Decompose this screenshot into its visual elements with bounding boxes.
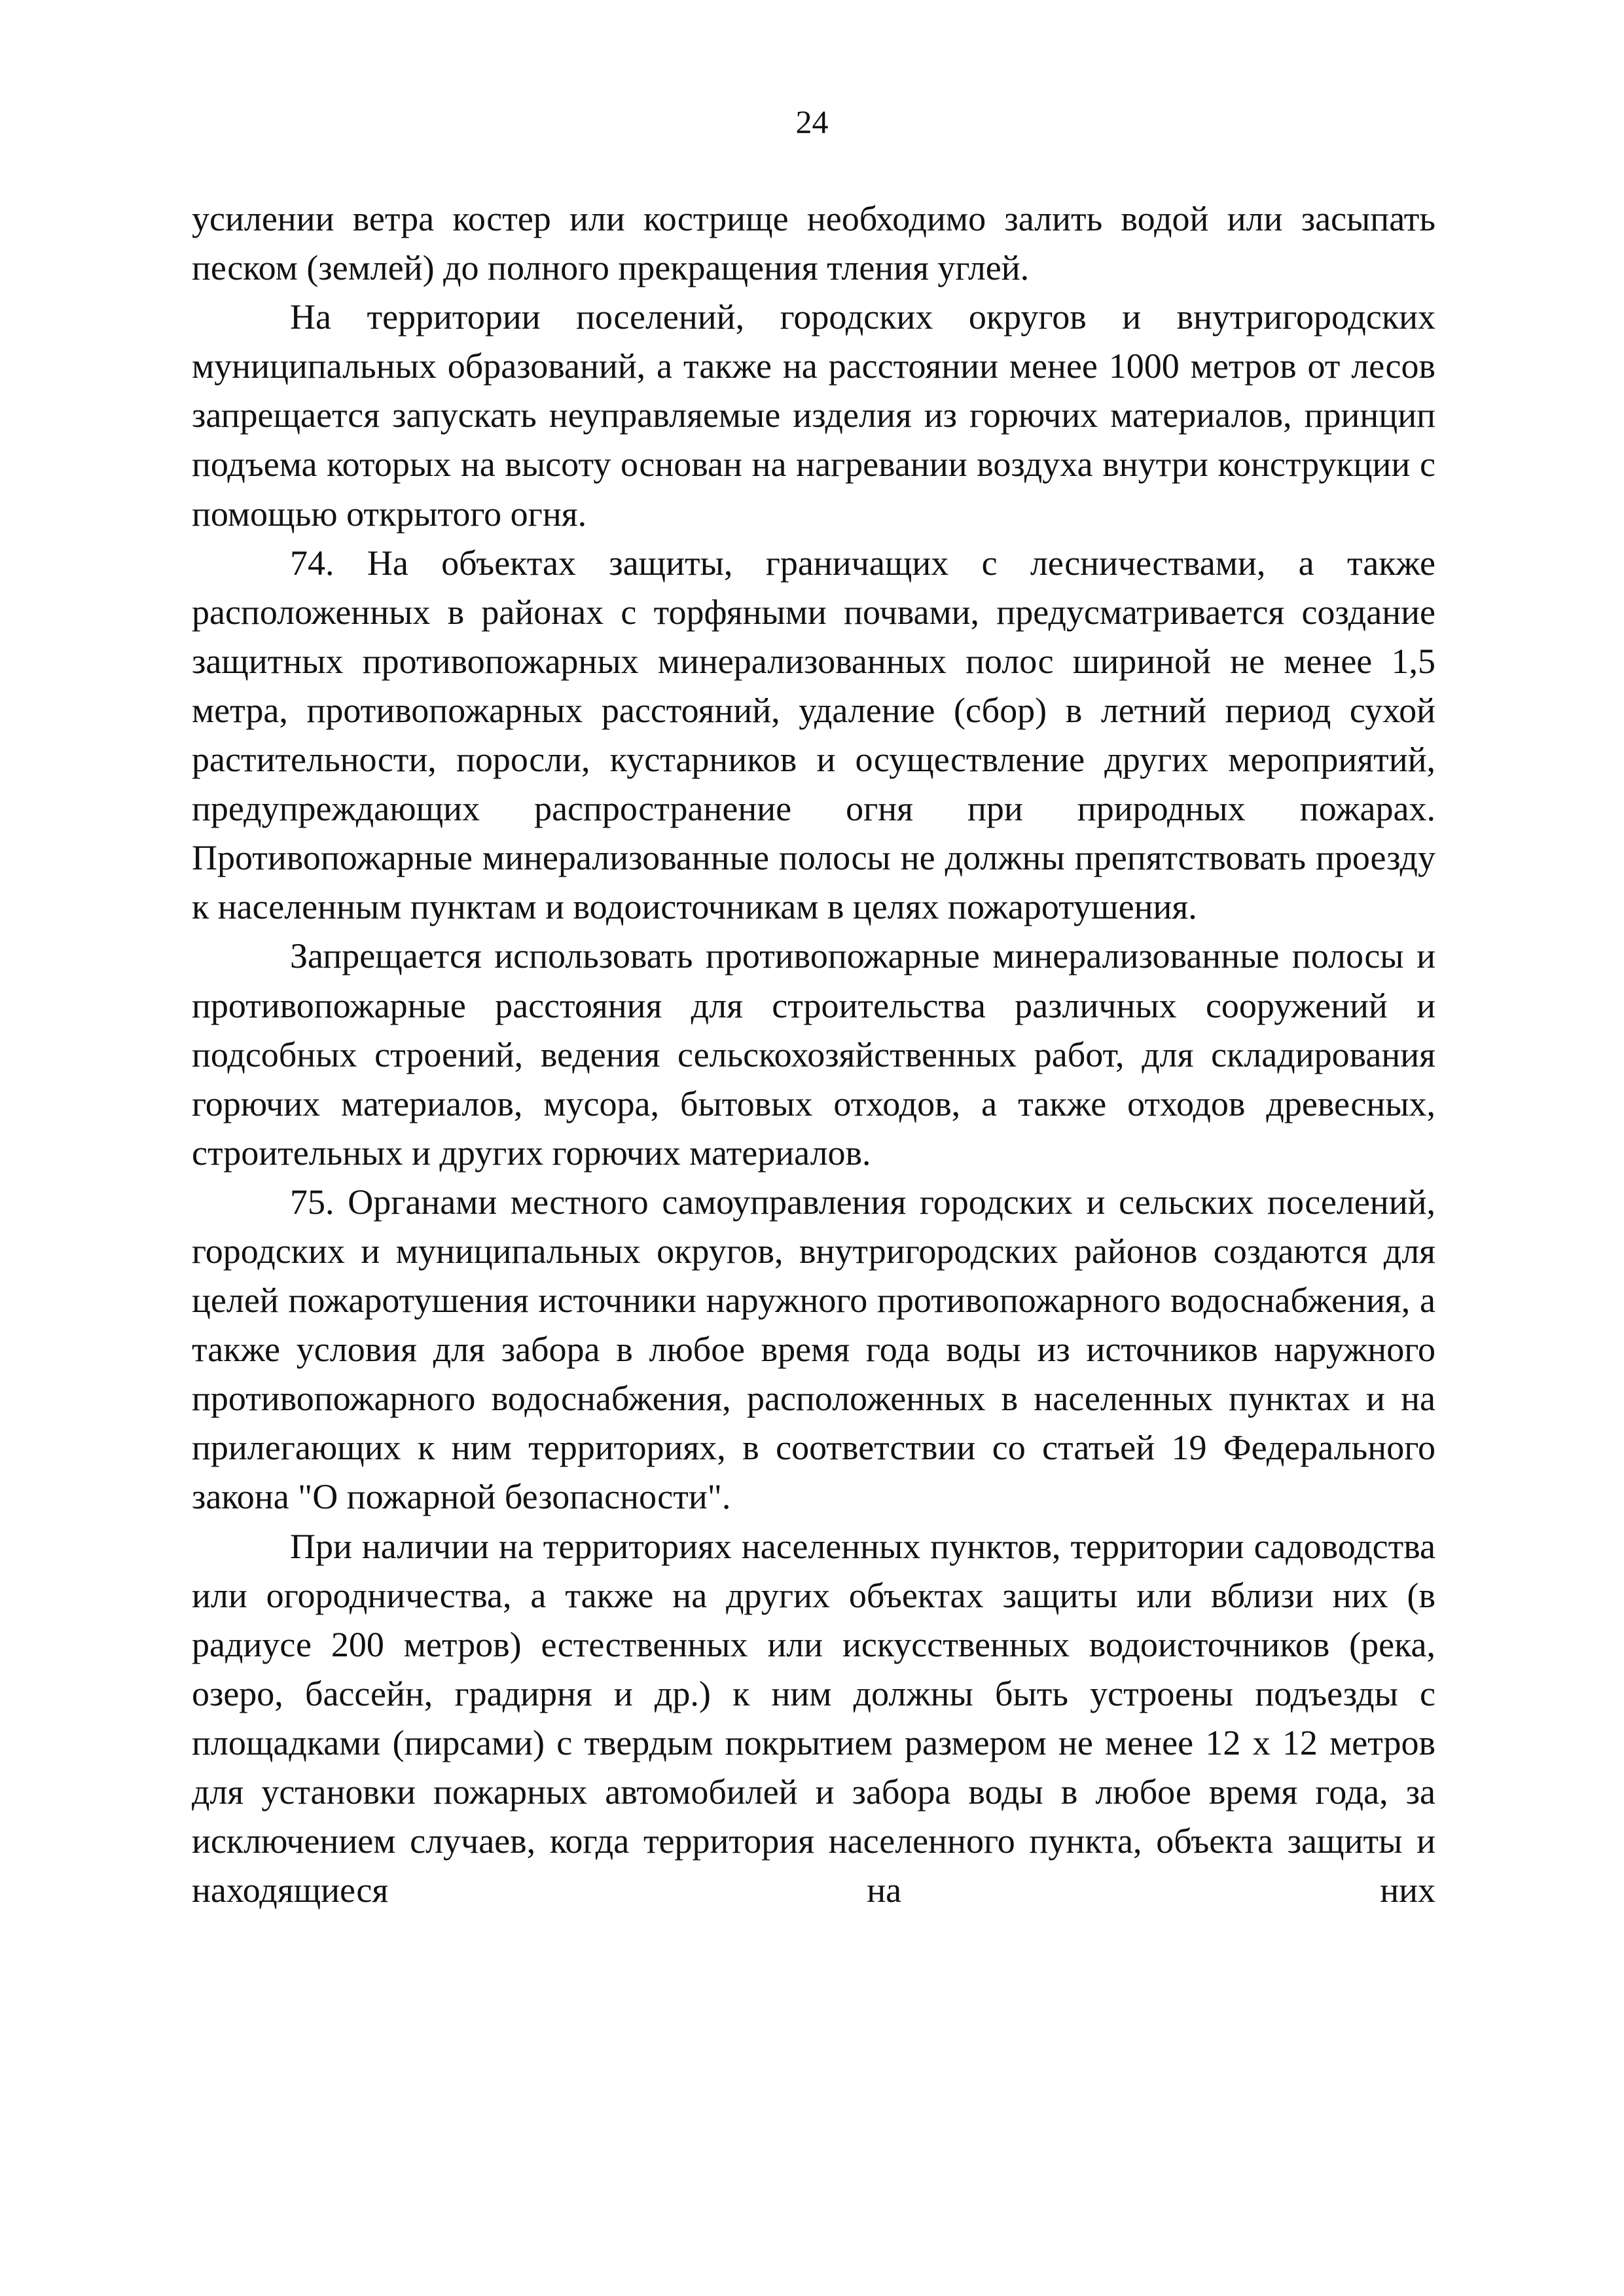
page-number: 24	[795, 103, 829, 140]
paragraph-item-74: 74. На объектах защиты, граничащих с лесничествами, а также расположенных в районах с торфяными почвами, предусматривается создание защитных противопожарных минерализованных полос шириной не менее 1,5 метра, противопожарных расстояний, удаление (сбор) в летний период сухой растительности, поросли, кустарников и осуществление других мероприятий, предупреждающих распространение огня при природных пожарах. Противопожарные минерализованные полосы не должны препятствовать проезду к населенным пунктам и водоисточникам в целях пожаротушения.	[192, 543, 1435, 927]
paragraph-water-sources: При наличии на территориях населенных пунктов, территории садоводства или огородничества, а также на других объектах защиты или вблизи них (в радиусе 200 метров) естественных или искусственных водоисточников (река, озеро, бассейн, градирня и др.) к ним должны быть устроены подъезды с площадками (пирсами) с твердым покрытием размером не менее 12 х 12 метров для установки пожарных автомобилей и забора воды в любое время года, за исключением случаев, когда территория населенного пункта, объекта защиты и находящиеся на них	[192, 1526, 1435, 1910]
paragraph-mineralized-strips-ban: Запрещается использовать противопожарные минерализованные полосы и противопожарные расстояния для строительства различных сооружений и подсобных строений, ведения сельскохозяйственных работ, для складирования горючих материалов, мусора, бытовых отходов, а также отходов древесных, строительных и других горючих материалов.	[192, 936, 1435, 1173]
paragraph-continuation: усилении ветра костер или кострище необходимо залить водой или засыпать песком (землей) до полного прекращения тления углей.	[192, 199, 1435, 288]
paragraph-item-75: 75. Органами местного самоуправления городских и сельских поселений, городских и муниципальных округов, внутригородских районов создаются для целей пожаротушения источники наружного противопожарного водоснабжения, а также условия для забора в любое время года воды из источников наружного противопожарного водоснабжения, расположенных в населенных пунктах и на прилегающих к ним территориях, в соответствии со статьей 19 Федерального закона "О пожарной безопасности".	[192, 1182, 1435, 1517]
document-body	[192, 194, 1435, 1915]
paragraph-territory-launch-ban: На территории поселений, городских округов и внутригородских муниципальных образований, а также на расстоянии менее 1000 метров от лесов запрещается запускать неуправляемые изделия из горючих материалов, принцип подъема которых на высоту основан на нагревании воздуха внутри конструкции с помощью открытого огня.	[192, 297, 1435, 534]
